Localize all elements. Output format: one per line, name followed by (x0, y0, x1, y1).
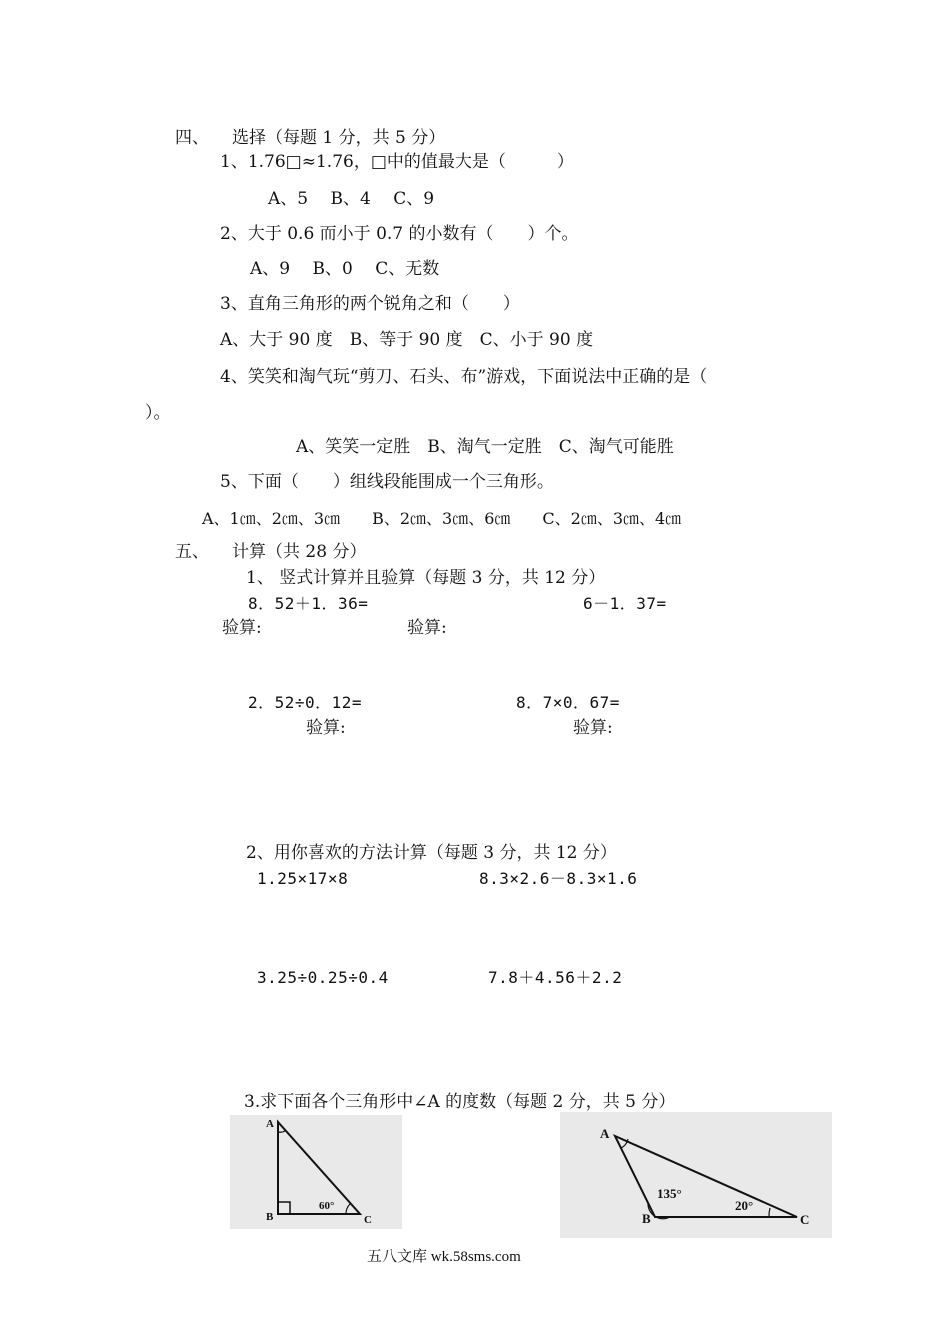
angle-a-arc (278, 1131, 285, 1132)
vertex-a-label: A (600, 1126, 610, 1141)
question-5: 5、下面（ ）组线段能围成一个三角形。 (220, 472, 554, 492)
right-triangle-diagram (230, 1115, 402, 1229)
question-2-options: A、9 B、0 C、无数 (250, 259, 440, 279)
vertical-calc-2: 6－1．37= (583, 594, 667, 613)
free-calc-3: 3.25÷0.25÷0.4 (257, 968, 389, 987)
free-calc-4: 7.8＋4.56＋2.2 (488, 968, 623, 987)
question-3: 3、直角三角形的两个锐角之和（ ） (220, 294, 520, 314)
vertex-b-label: B (266, 1211, 274, 1223)
section-title-calc: 计算（共 28 分） (232, 542, 367, 562)
part-3-title: 3.求下面各个三角形中∠A 的度数（每题 2 分，共 5 分） (244, 1092, 676, 1112)
section-title-choice: 选择（每题 1 分，共 5 分） (232, 128, 446, 148)
question-1: 1、1.76□≈1.76，□中的值最大是（ ） (220, 152, 574, 172)
obtuse-triangle-diagram (560, 1112, 832, 1238)
check-label-3: 验算: (306, 718, 346, 738)
vertex-c-label: C (364, 1214, 372, 1226)
question-5-options: A、1㎝、2㎝、3㎝ B、2㎝、3㎝、6㎝ C、2㎝、3㎝、4㎝ (202, 509, 682, 528)
angle-c-label: 20° (735, 1198, 754, 1213)
section-number-5: 五、 (175, 542, 209, 562)
triangle-2-shape (615, 1136, 797, 1217)
angle-c-label: 60° (319, 1200, 335, 1212)
question-2: 2、大于 0.6 而小于 0.7 的小数有（ ）个。 (220, 224, 579, 244)
vertical-calc-4: 8．7×0．67= (516, 693, 620, 712)
check-label-4: 验算: (573, 718, 613, 738)
section-number-4: 四、 (175, 128, 209, 148)
triangle-figure-1 (230, 1115, 402, 1229)
part-2-title: 2、用你喜欢的方法计算（每题 3 分，共 12 分） (246, 843, 617, 863)
angle-b-label: 135° (657, 1186, 682, 1201)
check-label-2: 验算: (407, 618, 447, 638)
vertical-calc-1: 8．52＋1．36= (248, 594, 369, 613)
free-calc-1: 1.25×17×8 (257, 869, 349, 888)
angle-c-arc (769, 1208, 770, 1217)
vertex-a-label: A (266, 1118, 274, 1130)
footer-watermark: 五八文库 wk.58sms.com (367, 1249, 521, 1265)
question-4: 4、笑笑和淘气玩“剪刀、石头、布”游戏，下面说法中正确的是（ (220, 367, 708, 387)
angle-c-arc (346, 1204, 350, 1214)
question-3-options: A、大于 90 度 B、等于 90 度 C、小于 90 度 (220, 330, 594, 350)
free-calc-2: 8.3×2.6－8.3×1.6 (479, 869, 638, 888)
check-label-1: 验算: (222, 618, 262, 638)
triangle-figure-2 (560, 1112, 832, 1238)
question-4-continuation: ）。 (145, 403, 171, 423)
right-angle-mark (278, 1202, 290, 1214)
question-1-options: A、5 B、4 C、9 (268, 189, 435, 209)
vertex-c-label: C (800, 1212, 810, 1227)
vertical-calc-3: 2．52÷0．12= (248, 693, 363, 712)
vertex-b-label: B (642, 1211, 651, 1226)
question-4-options: A、笑笑一定胜 B、淘气一定胜 C、淘气可能胜 (296, 437, 674, 457)
part-1-title: 1、 竖式计算并且验算（每题 3 分，共 12 分） (246, 568, 606, 588)
